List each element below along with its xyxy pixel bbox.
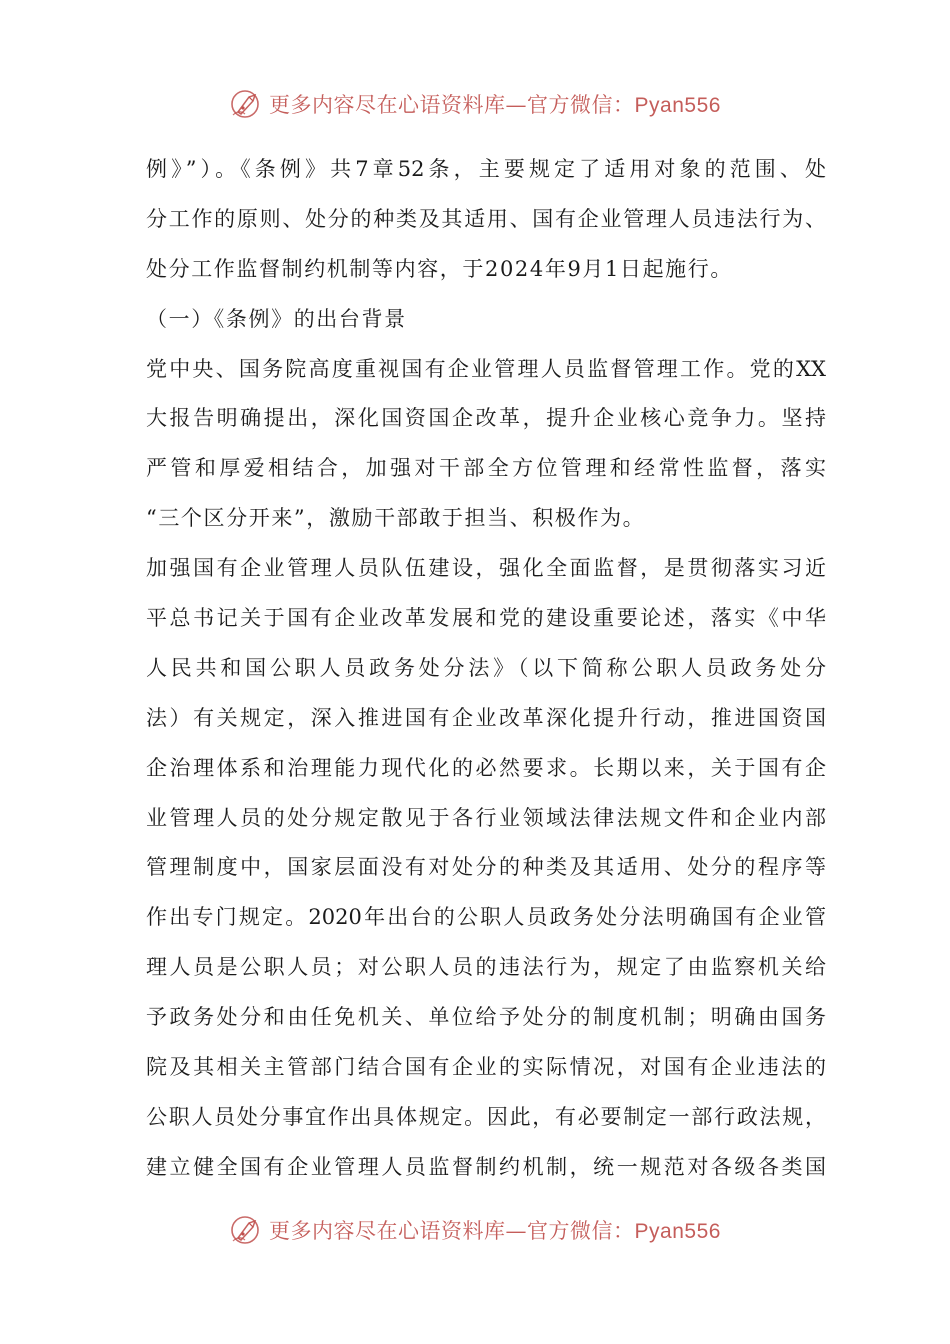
- text-line: 例》”）。《条例》共7章52条，主要规定了适用对象的范围、处: [146, 157, 826, 181]
- text-line: 企治理体系和治理能力现代化的必然要求。长期以来，关于国有企: [146, 755, 826, 780]
- pen-nib-logo-icon: [229, 1213, 263, 1247]
- text-line: 加强国有企业管理人员队伍建设，强化全面监督，是贯彻落实习近: [146, 556, 826, 581]
- watermark-header: [0, 82, 950, 126]
- text-line: 分工作的原则、处分的种类及其适用、国有企业管理人员违法行为、: [146, 206, 826, 231]
- text-line: 建立健全国有企业管理人员监督制约机制，统一规范对各级各类国: [146, 1154, 826, 1179]
- text-line: 业管理人员的处分规定散见于各行业领域法律法规文件和企业内部: [146, 805, 826, 830]
- watermark-wechat-id: Pyan556: [634, 94, 721, 117]
- text-line: 法）有关规定，深入推进国有企业改革深化提升行动，推进国资国: [146, 705, 826, 730]
- text-line: 人民共和国公职人员政务处分法》（以下简称公职人员政务处分: [146, 655, 826, 680]
- text-line: 作出专门规定。2020年出台的公职人员政务处分法明确国有企业管: [146, 905, 826, 930]
- text-line: 予政务处分和由任免机关、单位给予处分的制度机制；明确由国务: [146, 1005, 826, 1030]
- watermark-cn: 更多内容尽在心语资料库—官方微信：: [269, 1219, 635, 1243]
- text-line: 大报告明确提出，深化国资国企改革，提升企业核心竞争力。坚持: [146, 406, 826, 431]
- text-line: 理人员是公职人员；对公职人员的违法行为，规定了由监察机关给: [146, 955, 826, 980]
- text-line: 院及其相关主管部门结合国有企业的实际情况，对国有企业违法的: [146, 1055, 826, 1080]
- document-body: [146, 149, 826, 1197]
- watermark-text: [269, 89, 721, 119]
- text-line: 公职人员处分事宜作出具体规定。因此，有必要制定一部行政法规，: [146, 1104, 826, 1129]
- pen-nib-logo-icon: [229, 87, 263, 121]
- text-line: 管理制度中，国家层面没有对处分的种类及其适用、处分的程序等: [146, 855, 826, 880]
- text-line: 严管和厚爱相结合，加强对干部全方位管理和经常性监督，落实: [146, 456, 826, 481]
- watermark-text: [269, 1215, 721, 1245]
- text-line: （一）《条例》的出台背景: [146, 306, 407, 331]
- text-line: “三个区分开来”，激励干部敢于担当、积极作为。: [146, 506, 646, 531]
- text-line: 平总书记关于国有企业改革发展和党的建设重要论述，落实《中华: [146, 606, 826, 631]
- watermark-wechat-id: Pyan556: [634, 1220, 721, 1243]
- text-line: 处分工作监督制约机制等内容，于2024年9月1日起施行。: [146, 256, 733, 281]
- text-line: 党中央、国务院高度重视国有企业管理人员监督管理工作。党的XX: [146, 356, 826, 381]
- watermark-footer: [0, 1208, 950, 1252]
- watermark-cn: 更多内容尽在心语资料库—官方微信：: [269, 93, 635, 117]
